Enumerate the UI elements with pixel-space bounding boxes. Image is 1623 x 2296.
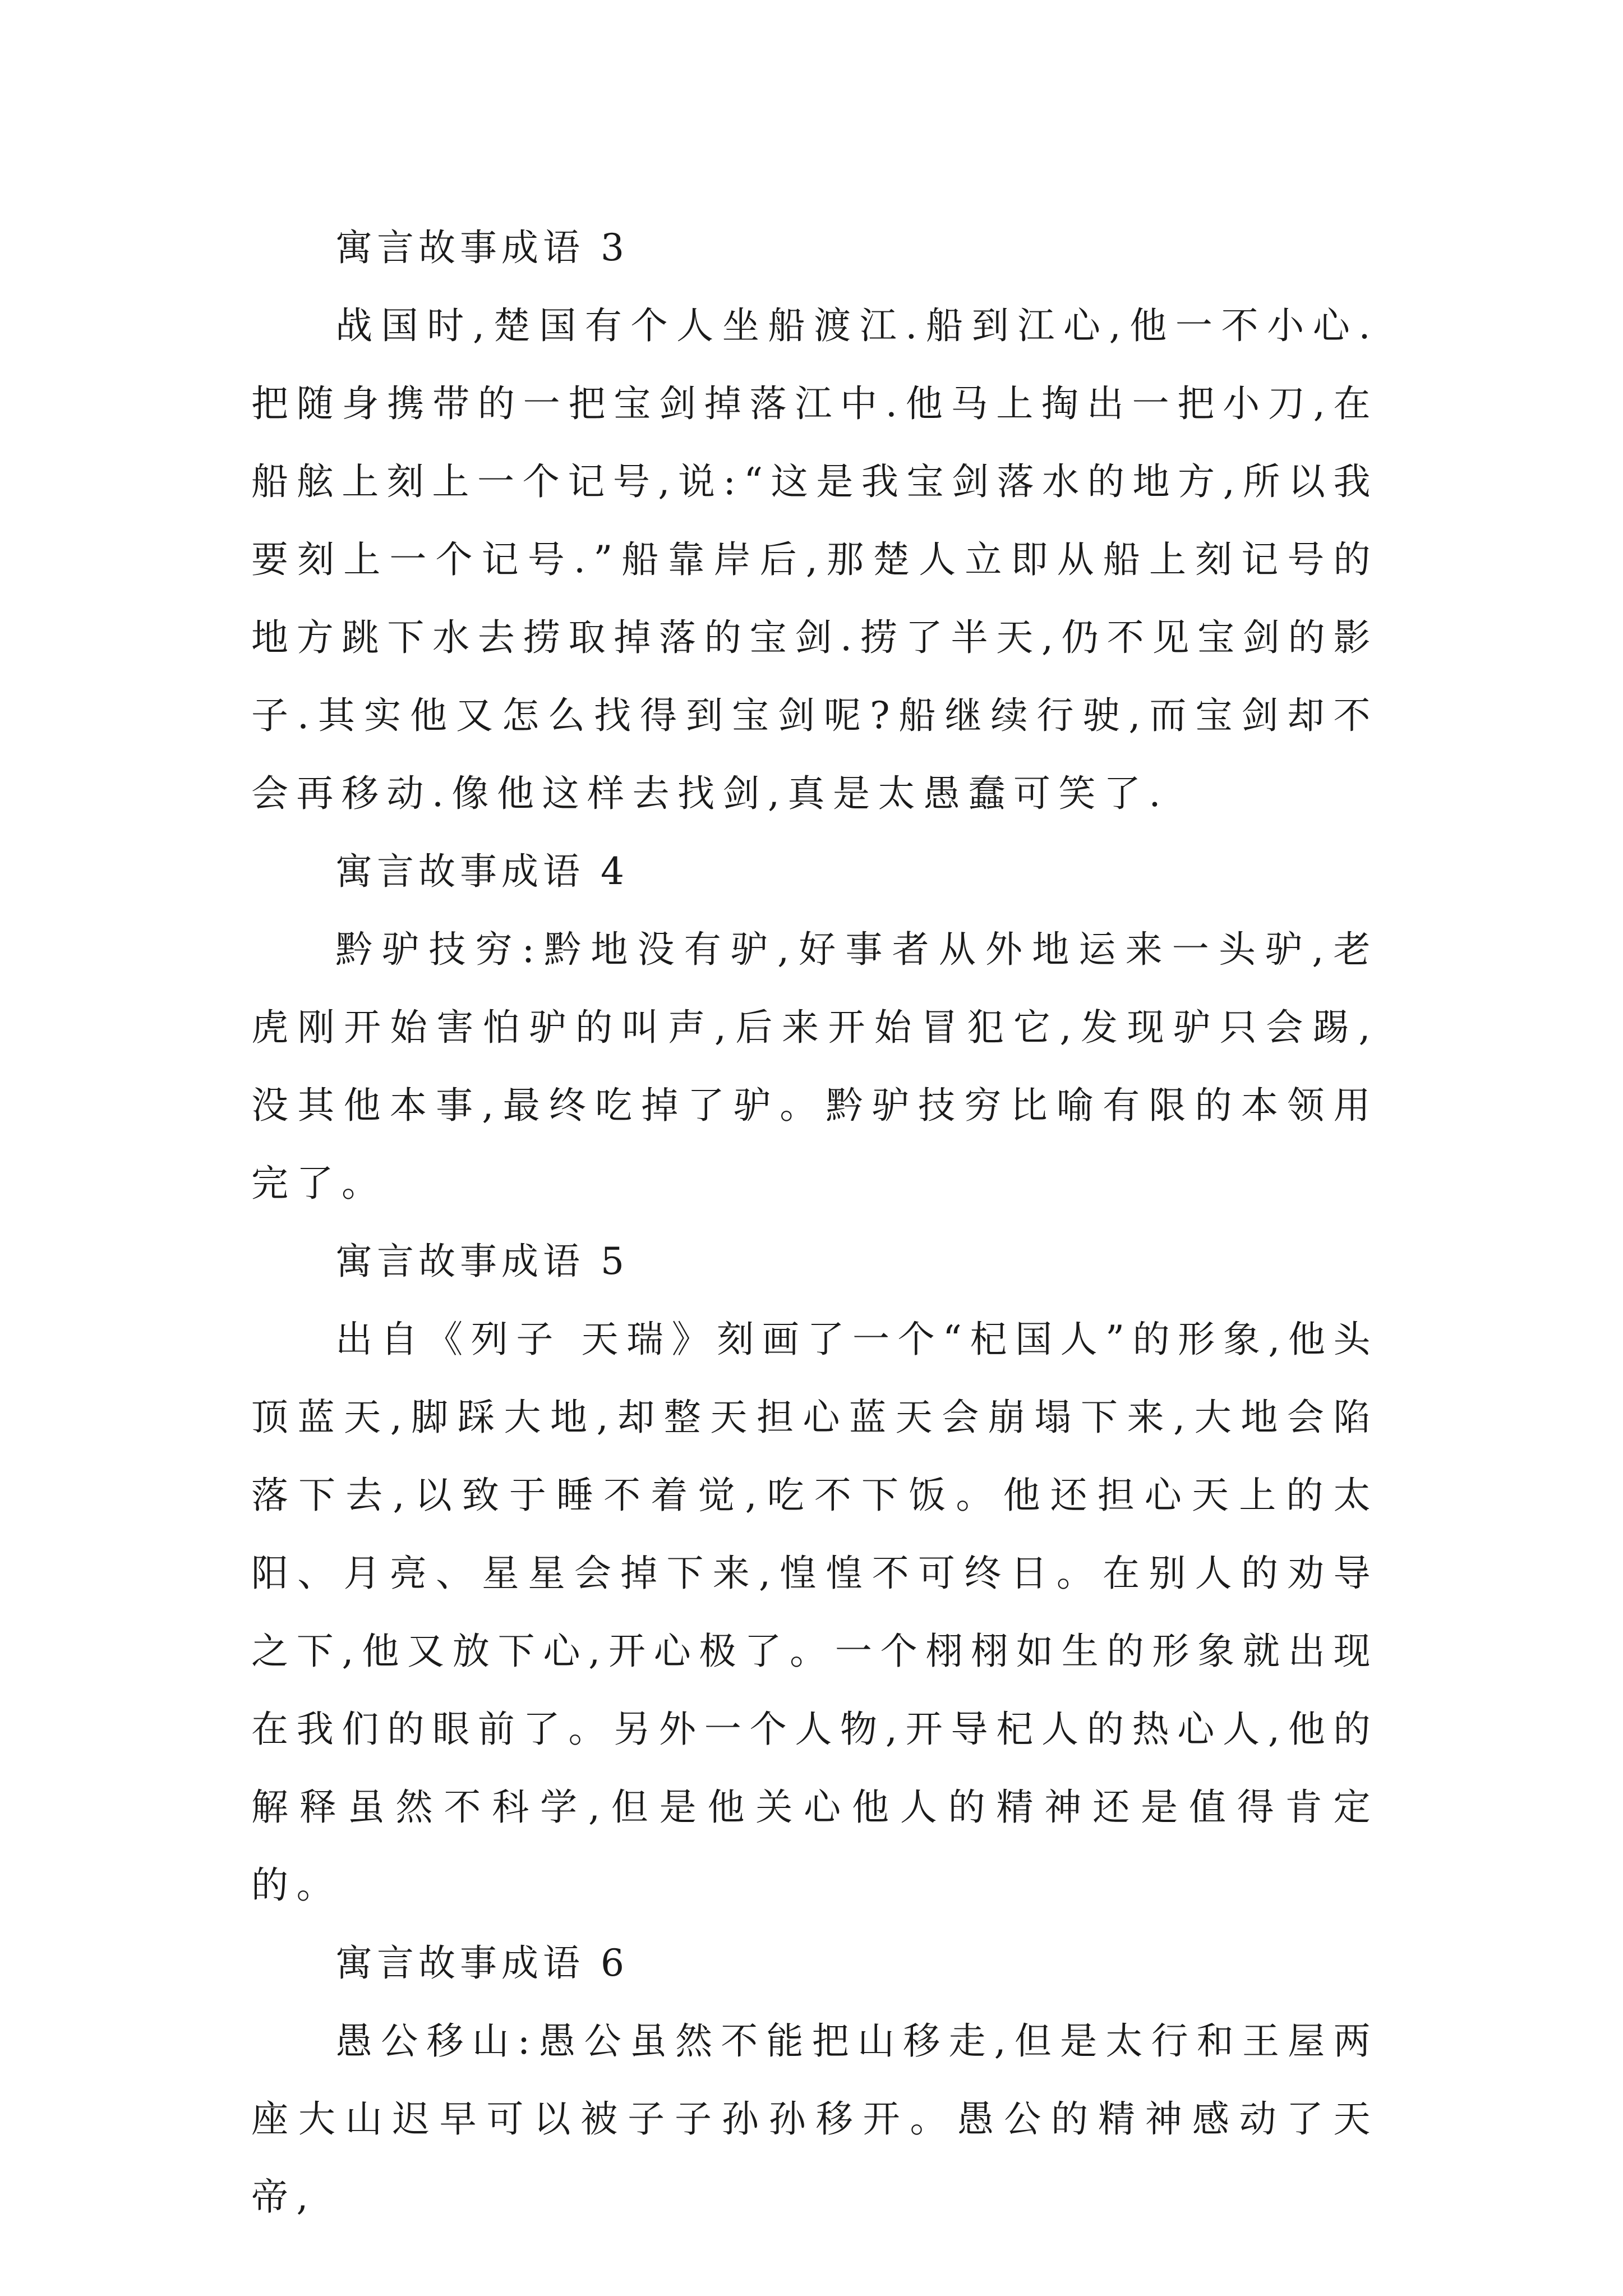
section-body: 愚公移山:愚公虽然不能把山移走,但是太行和王屋两座大山迟早可以被子子孙孙移开。愚公的精神感动了天帝, <box>251 2019 1378 2219</box>
story-section-5 <box>251 1222 1378 1924</box>
section-heading: 寓言故事成语 5 <box>335 1240 629 1283</box>
story-section-3 <box>251 209 1378 832</box>
section-heading: 寓言故事成语 4 <box>335 850 629 893</box>
section-heading: 寓言故事成语 3 <box>335 226 629 269</box>
section-heading: 寓言故事成语 6 <box>335 1941 629 1985</box>
story-section-4 <box>251 832 1378 1222</box>
story-section-6 <box>251 1924 1378 2236</box>
section-body: 出自《列子 天瑞》刻画了一个“杞国人”的形象,他头顶蓝天,脚踩大地,却整天担心蓝天会崩塌下来,大地会陷落下去,以致于睡不着觉,吃不下饭。他还担心天上的太阳、月亮、星星会掉下来,惶惶不可终日。在别人的劝导之下,他又放下心,开心极了。一个栩栩如生的形象就出现在我们的眼前了。另外一个人物,开导杞人的热心人,他的解释虽然不科学,但是他关心他人的精神还是值得肯定的。 <box>251 1318 1378 1907</box>
document-content <box>251 209 1378 2236</box>
section-body: 黔驴技穷:黔地没有驴,好事者从外地运来一头驴,老虎刚开始害怕驴的叫声,后来开始冒犯它,发现驴只会踢,没其他本事,最终吃掉了驴。黔驴技穷比喻有限的本领用完了。 <box>251 928 1378 1205</box>
section-body: 战国时,楚国有个人坐船渡江.船到江心,他一不小心.把随身携带的一把宝剑掉落江中.他马上掏出一把小刀,在船舷上刻上一个记号,说:“这是我宝剑落水的地方,所以我要刻上一个记号.”船靠岸后,那楚人立即从船上刻记号的地方跳下水去捞取掉落的宝剑.捞了半天,仍不见宝剑的影子.其实他又怎么找得到宝剑呢?船继续行驶,而宝剑却不会再移动.像他这样去找剑,真是太愚蠢可笑了. <box>251 304 1378 815</box>
